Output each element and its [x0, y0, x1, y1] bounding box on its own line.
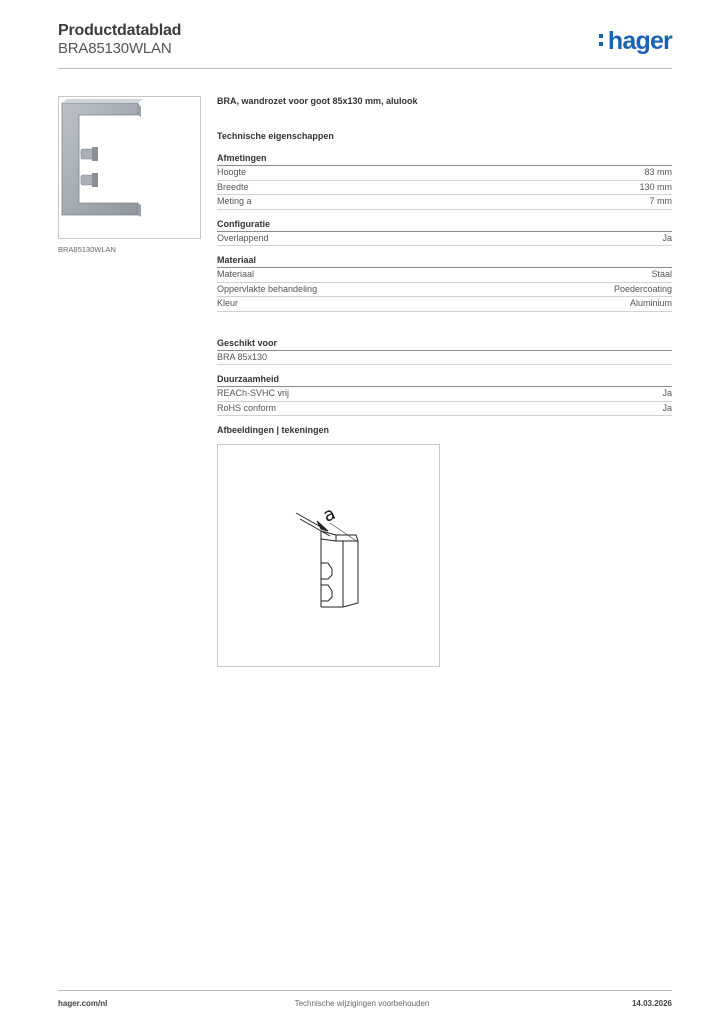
spec-content — [217, 96, 672, 667]
spec-label: Breedte — [217, 181, 249, 192]
section-afmetingen — [217, 153, 672, 210]
spec-row — [217, 268, 672, 283]
section-materiaal — [217, 255, 672, 312]
section-configuratie — [217, 219, 672, 247]
product-description: BRA, wandrozet voor goot 85x130 mm, alulook — [217, 96, 418, 106]
section-duurzaamheid — [217, 374, 672, 416]
section-title: Duurzaamheid — [217, 374, 672, 387]
product-code: BRA85130WLAN — [58, 40, 172, 57]
section-geschikt-voor — [217, 338, 672, 366]
spec-row — [217, 351, 672, 366]
section-title: Geschikt voor — [217, 338, 672, 351]
spec-value: Poedercoating — [613, 283, 672, 294]
section-title: Materiaal — [217, 255, 672, 268]
footer-date: 14.03.2026 — [631, 999, 672, 1008]
footer-website-link[interactable]: hager.com/nl — [58, 999, 108, 1008]
footer-divider — [58, 990, 672, 991]
document-title: Productdatablad — [58, 22, 182, 39]
spec-value: 7 mm — [649, 196, 672, 206]
spec-row — [217, 195, 672, 210]
spec-label: Materiaal — [217, 269, 255, 279]
spec-label: BRA 85x130 — [217, 351, 268, 362]
header-divider — [58, 68, 672, 69]
spec-row — [217, 402, 672, 417]
image-caption: BRA85130WLAN — [58, 245, 116, 254]
spec-label: Meting a — [217, 196, 252, 206]
spec-value: Staal — [651, 269, 672, 279]
wall-rosette-illustration — [59, 97, 200, 238]
spec-row — [217, 181, 672, 196]
section-title: Configuratie — [217, 219, 672, 232]
dimension-drawing — [218, 445, 439, 666]
spec-value: 83 mm — [644, 167, 672, 177]
section-title: Afmetingen — [217, 153, 672, 166]
technical-drawing — [217, 444, 440, 667]
technical-properties-heading: Technische eigenschappen — [217, 131, 334, 141]
spec-row — [217, 283, 672, 298]
spec-label: RoHS conform — [217, 402, 277, 413]
logo-colon-mark — [599, 34, 603, 49]
dimension-label-a: a — [319, 503, 339, 527]
footer-disclaimer: Technische wijzigingen voorbehouden — [294, 999, 430, 1008]
spec-value: Ja — [662, 388, 672, 398]
spec-label: Overlappend — [217, 232, 269, 243]
hager-logo — [608, 27, 672, 56]
spec-label: Hoogte — [217, 167, 247, 177]
spec-row — [217, 232, 672, 247]
spec-row — [217, 166, 672, 181]
spec-label: Kleur — [217, 298, 239, 308]
spec-value: Ja — [662, 402, 672, 413]
spec-label: REACh-SVHC vrij — [217, 388, 290, 398]
images-drawings-heading: Afbeeldingen | tekeningen — [217, 425, 330, 435]
spec-label: Oppervlakte behandeling — [217, 283, 318, 294]
spec-row — [217, 297, 672, 312]
product-image — [58, 96, 201, 239]
spec-row — [217, 387, 672, 402]
spec-value: 130 mm — [639, 181, 672, 192]
logo-text: hager — [607, 27, 672, 55]
spec-value: Ja — [662, 232, 672, 243]
spec-value: Aluminium — [629, 298, 672, 308]
